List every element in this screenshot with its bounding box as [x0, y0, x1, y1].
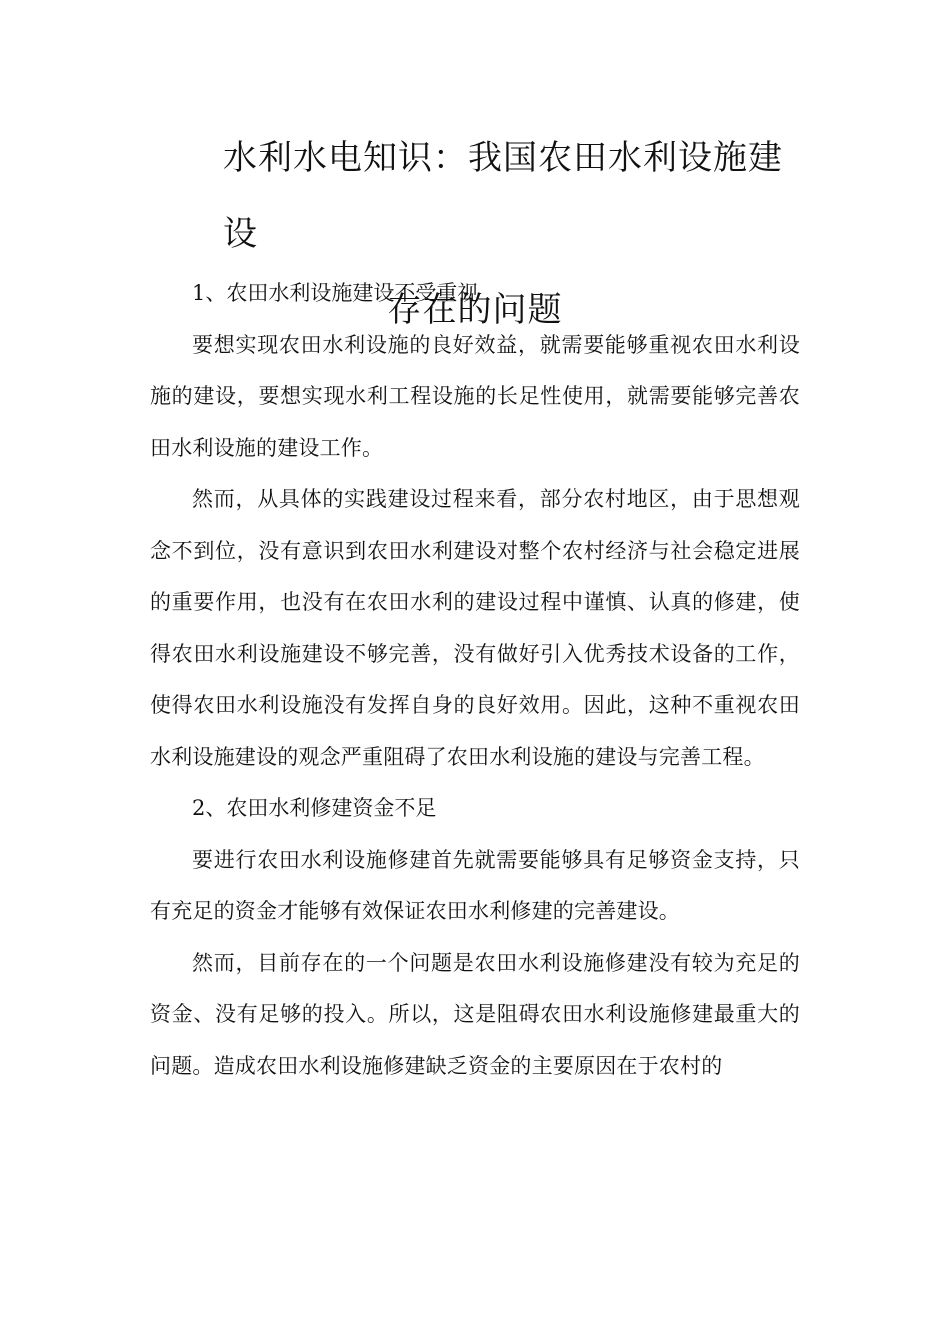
title-line-2: 存在的问题	[387, 290, 563, 330]
document-body	[150, 268, 800, 1092]
title-line-1: 水利水电知识：我国农田水利设施建设	[223, 138, 783, 254]
section-1-heading: 1、农田水利设施建设不受重视	[192, 281, 479, 305]
section-2-paragraph-1: 要进行农田水利设施修建首先就需要能够具有足够资金支持，只有充足的资金才能够有效保证农田水利修建的完善建设。	[150, 847, 800, 923]
section-2-paragraph-2: 然而，目前存在的一个问题是农田水利设施修建没有较为充足的资金、没有足够的投入。所以，这是阻碍农田水利设施修建最重大的问题。造成农田水利设施修建缺乏资金的主要原因在于农村的	[150, 950, 800, 1078]
section-1-paragraph-2: 然而，从具体的实践建设过程来看，部分农村地区，由于思想观念不到位，没有意识到农田水利建设对整个农村经济与社会稳定进展的重要作用，也没有在农田水利的建设过程中谨慎、认真的修建，使得农田水利设施建设不够完善，没有做好引入优秀技术设备的工作，使得农田水利设施没有发挥自身的良好效用。因此，这种不重视农田水利设施建设的观念严重阻碍了农田水利设施的建设与完善工程。	[150, 487, 800, 769]
section-1-paragraph-1: 要想实现农田水利设施的良好效益，就需要能够重视农田水利设施的建设，要想实现水利工程设施的长足性使用，就需要能够完善农田水利设施的建设工作。	[150, 332, 800, 460]
section-2-heading: 2、农田水利修建资金不足	[192, 796, 437, 820]
